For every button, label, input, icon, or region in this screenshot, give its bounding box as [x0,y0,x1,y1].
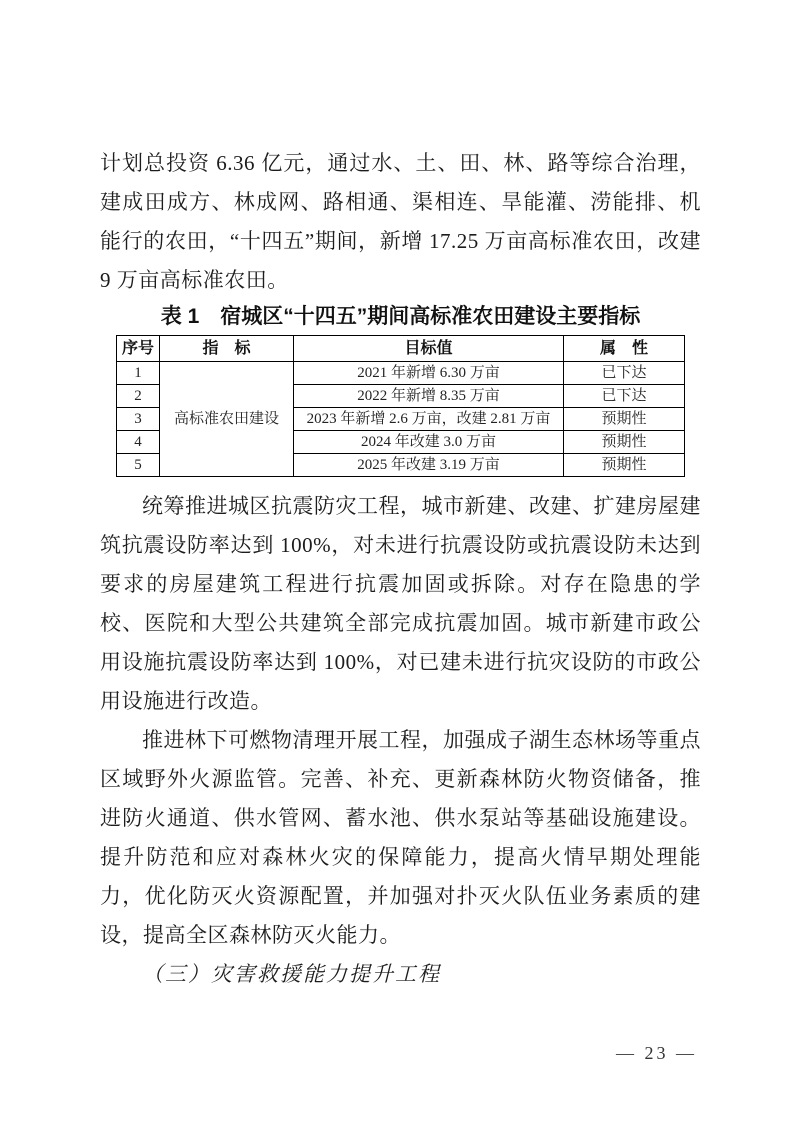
cell-attribute: 预期性 [564,431,685,454]
cell-target: 2022 年新增 8.35 万亩 [294,385,564,408]
cell-attribute: 预期性 [564,408,685,431]
table-title: 表 1 宿城区“十四五”期间高标准农田建设主要指标 [160,305,641,328]
cell-seq: 5 [117,454,160,477]
page-content [100,144,701,994]
cell-attribute: 已下达 [564,362,685,385]
cell-indicator-merged: 高标准农田建设 [160,362,294,477]
column-header-target: 目标值 [294,336,564,362]
farmland-indicators-table [116,335,685,477]
cell-target: 2021 年新增 6.30 万亩 [294,362,564,385]
cell-target: 2025 年改建 3.19 万亩 [294,454,564,477]
paragraph-earthquake-resistance: 统筹推进城区抗震防灾工程，城市新建、改建、扩建房屋建筑抗震设防率达到 100%，对未进行抗震设防或抗震设防未达到要求的房屋建筑工程进行抗震加固或拆除。对存在隐患的学校、医院和大型公共建筑全部完成抗震加固。城市新建市政公用设施抗震设防率达到 100%，对已建未进行抗灾设防的市政公用设施进行改造。 [100,494,701,713]
cell-seq: 3 [117,408,160,431]
table-header-row [117,336,685,362]
cell-target: 2023 年新增 2.6 万亩，改建 2.81 万亩 [294,408,564,431]
cell-seq: 4 [117,431,160,454]
column-header-attribute: 属 性 [564,336,685,362]
cell-attribute: 已下达 [564,385,685,408]
paragraph-investment-summary: 计划总投资 6.36 亿元，通过水、土、田、林、路等综合治理，建成田成方、林成网、路相通、渠相连、旱能灌、涝能排、机能行的农田，“十四五”期间，新增 17.25 万亩高标准农田，改建 9 万亩高标准农田。 [100,151,701,292]
page-number: — 23 — [616,1043,697,1063]
paragraph-forest-fire-prevention: 推进林下可燃物清理开展工程，加强成子湖生态林场等重点区域野外火源监管。完善、补充、更新森林防火物资储备，推进防火通道、供水管网、蓄水池、供水泵站等基础设施建设。提升防范和应对森林火灾的保障能力，提高火情早期处理能力，优化防灭火资源配置，并加强对扑灭火队伍业务素质的建设，提高全区森林防灭火能力。 [100,728,701,947]
cell-target: 2024 年改建 3.0 万亩 [294,431,564,454]
cell-seq: 1 [117,362,160,385]
cell-attribute: 预期性 [564,454,685,477]
section-heading-disaster-rescue: （三）灾害救援能力提升工程 [142,962,441,986]
cell-seq: 2 [117,385,160,408]
table-row [117,362,685,385]
column-header-indicator: 指 标 [160,336,294,362]
column-header-seq: 序号 [117,336,160,362]
